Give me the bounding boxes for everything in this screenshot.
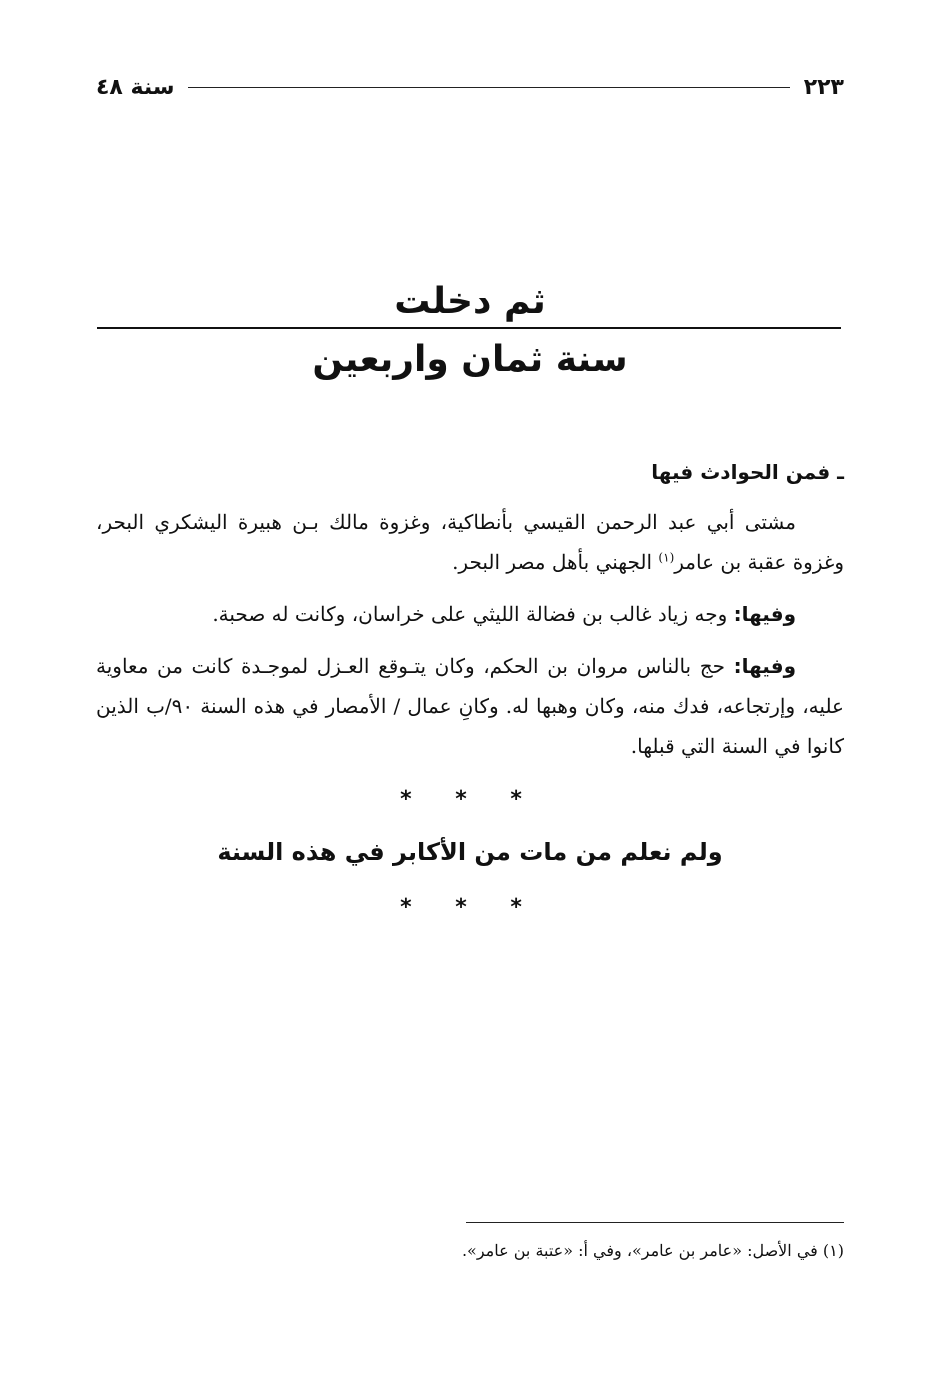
section-separator-top: * * * xyxy=(400,787,540,812)
footnote: (١) في الأصل: «عامر بن عامر»، وفي أ: «عتبة بن عامر». xyxy=(461,1241,844,1260)
chapter-title-line2: سنة ثمان واربعين xyxy=(312,339,628,380)
footnote-reference: (١) xyxy=(658,550,675,565)
paragraph-3 xyxy=(96,646,844,766)
main-text xyxy=(96,452,844,938)
paragraph-1-text-a: مشتى أبي عبد الرحمن القيسي بأنطاكية، وغزوة مالك بـن هبيرة اليشكري البحر، وغزوة عقبة بن عامر xyxy=(96,510,844,574)
title-divider xyxy=(97,327,841,329)
running-header-year: سنة ٤٨ xyxy=(96,74,175,100)
section-heading: ـ فمن الحوادث فيها xyxy=(651,460,844,484)
paragraph-2-lead: وفيها: xyxy=(733,602,796,626)
paragraph-2-text: وجه زياد غالب بن فضالة الليثي على خراسان، وكانت له صحبة. xyxy=(212,602,734,626)
section-separator-bottom: * * * xyxy=(400,895,540,920)
paragraph-1 xyxy=(96,502,844,582)
no-deaths-note: ولم نعلم من مات من الأكابر في هذه السنة xyxy=(217,838,723,866)
page-number: ٢٢٣ xyxy=(803,74,844,100)
header-rule xyxy=(188,87,789,88)
running-header xyxy=(96,70,844,104)
paragraph-3-lead: وفيها: xyxy=(733,654,796,678)
chapter-title-line1: ثم دخلت xyxy=(394,281,546,322)
paragraph-1-text-b: الجهني بأهل مصر البحر. xyxy=(452,550,659,574)
paragraph-3-text: حج بالناس مروان بن الحكم، وكان يتـوقع العـزل لموجـدة كانت من معاوية عليه، وإرتجاعه، فدك منه، وكان وهبها له. وكانِ عمال / الأمصار في هذه السنة ٩٠/ب الذين كانوا في السنة التي قبلها. xyxy=(96,654,844,758)
paragraph-2 xyxy=(96,594,844,634)
footnote-rule xyxy=(466,1222,844,1223)
